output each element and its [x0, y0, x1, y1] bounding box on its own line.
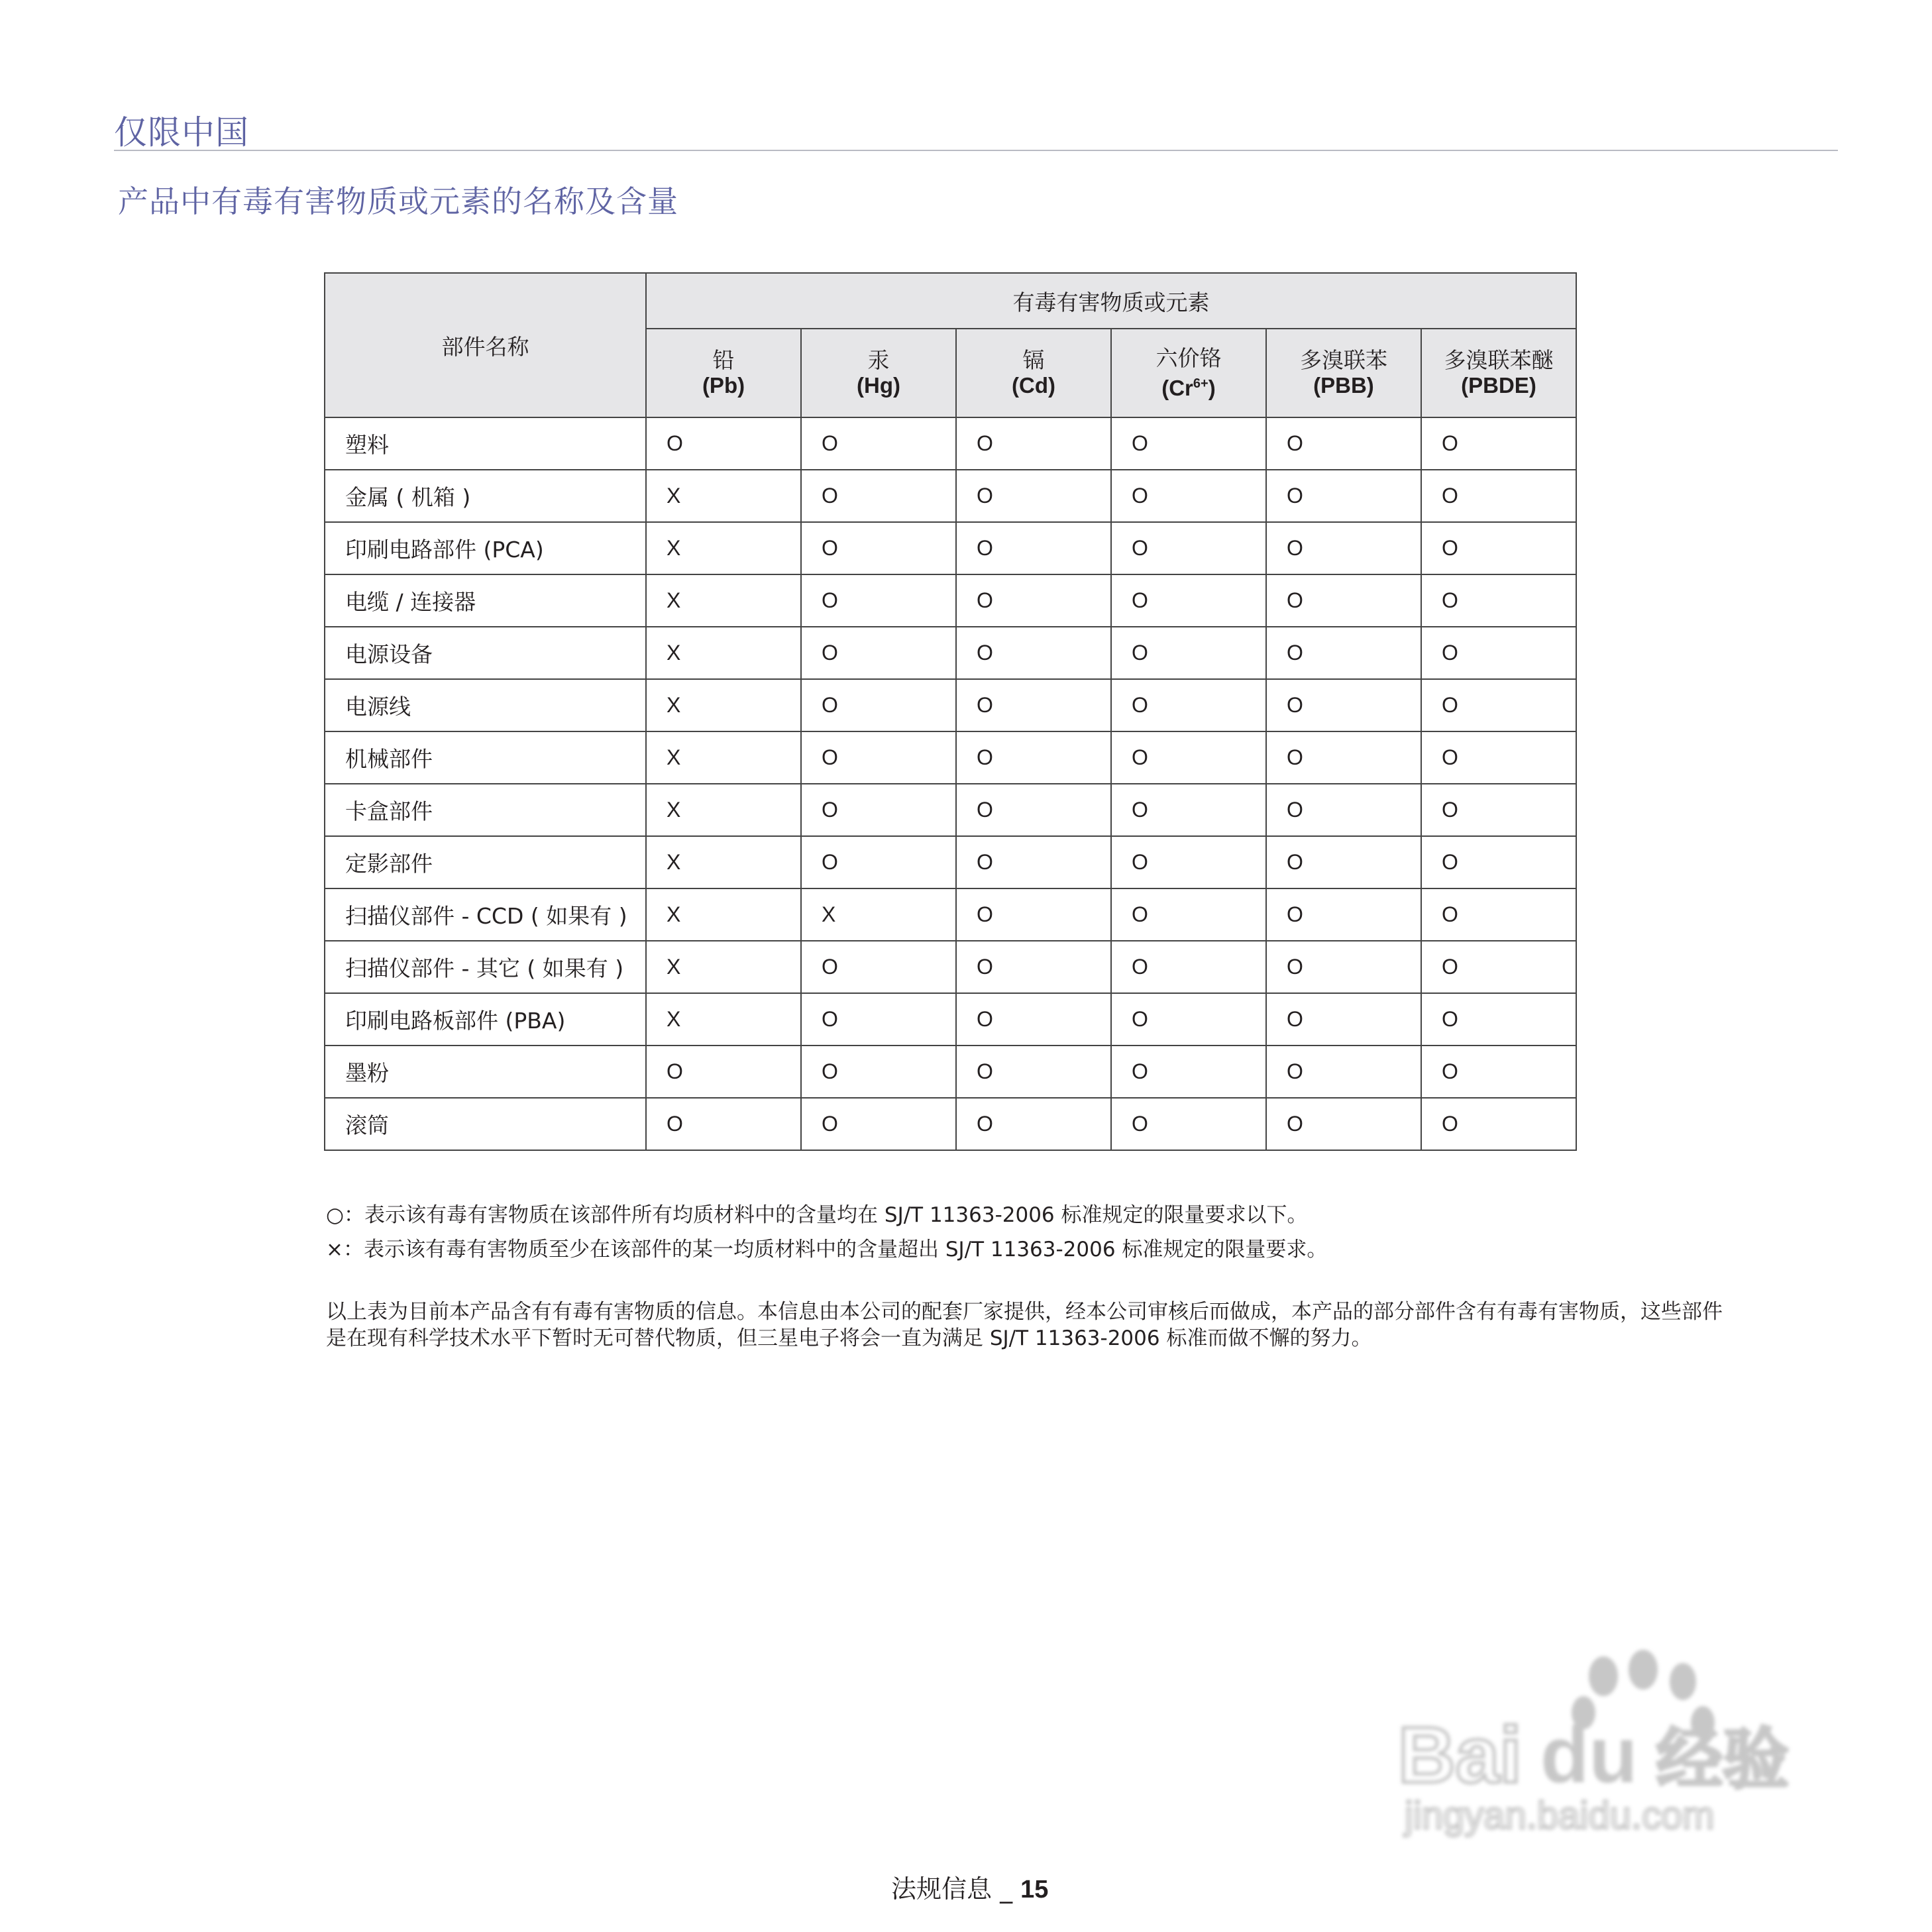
part-name-cell: 电缆 / 连接器 [325, 574, 646, 627]
substance-mark-cell: O [1111, 993, 1266, 1046]
column-name: 多溴联苯 [1299, 347, 1387, 373]
legend-note-x: ×：表示该有毒有害物质至少在该部件的某一均质材料中的含量超出 SJ/T 11363-2006 标准规定的限量要求。 [326, 1238, 1328, 1261]
part-name-header: 部件名称 [325, 273, 646, 417]
part-name-cell: 印刷电路板部件 (PBA) [325, 993, 646, 1046]
substance-mark-cell: O [1266, 1046, 1421, 1098]
substance-mark-cell: O [1111, 470, 1266, 522]
substance-mark-cell: O [1421, 993, 1576, 1046]
column-name: 铅 [712, 347, 735, 373]
column-symbol: (Cd) [1012, 373, 1055, 398]
substance-mark-cell: O [1421, 731, 1576, 784]
hazardous-substances-table [324, 272, 1577, 1151]
substance-mark-cell: X [646, 888, 801, 941]
substance-mark-cell: O [1111, 941, 1266, 993]
substance-mark-cell: O [801, 522, 956, 574]
substance-mark-cell: O [956, 574, 1111, 627]
substance-mark-cell: O [1266, 993, 1421, 1046]
substance-mark-cell: O [801, 470, 956, 522]
substance-mark-cell: X [646, 941, 801, 993]
column-name: 多溴联苯醚 [1444, 347, 1554, 373]
substance-mark-cell: O [801, 836, 956, 888]
substance-mark-cell: O [956, 941, 1111, 993]
substance-mark-cell: O [1111, 522, 1266, 574]
part-name-cell: 塑料 [325, 417, 646, 470]
substance-mark-cell: O [801, 784, 956, 836]
disclaimer-paragraph: 以上表为目前本产品含有有毒有害物质的信息。本信息由本公司的配套厂家提供，经本公司审核后而做成，本产品的部分部件含有有毒有害物质，这些部件是在现有科学技术水平下暂时无可替代物质，但三星电子将会一直为满足 SJ/T 11363-2006 标准而做不懈的努力。 [326, 1300, 1723, 1350]
substance-mark-cell: O [1266, 417, 1421, 470]
substance-mark-cell: X [801, 888, 956, 941]
part-name-cell: 墨粉 [325, 1046, 646, 1098]
column-header-hg [801, 329, 956, 417]
substance-mark-cell: O [801, 574, 956, 627]
substance-mark-cell: O [1111, 1046, 1266, 1098]
substance-mark-cell: O [1111, 836, 1266, 888]
substance-mark-cell: X [646, 574, 801, 627]
substance-mark-cell: O [1111, 888, 1266, 941]
part-name-cell: 定影部件 [325, 836, 646, 888]
table-row [325, 836, 1576, 888]
substance-mark-cell: O [1421, 627, 1576, 679]
substance-mark-cell: O [1266, 1098, 1421, 1150]
column-symbol: (Pb) [702, 373, 745, 398]
column-symbol: (Hg) [857, 373, 900, 398]
substance-mark-cell: O [956, 522, 1111, 574]
substance-mark-cell: O [646, 1046, 801, 1098]
page-number: 15 [1020, 1876, 1049, 1904]
svg-text:jingyan.baidu.com: jingyan.baidu.com [1405, 1794, 1715, 1837]
substance-mark-cell: O [1421, 1098, 1576, 1150]
substance-mark-cell: O [1266, 470, 1421, 522]
part-name-cell: 金属 ( 机箱 ) [325, 470, 646, 522]
column-header-pbb [1266, 329, 1421, 417]
substance-mark-cell: O [1421, 417, 1576, 470]
part-name-cell: 电源线 [325, 679, 646, 731]
table-row [325, 993, 1576, 1046]
substance-mark-cell: X [646, 627, 801, 679]
substance-mark-cell: O [1421, 784, 1576, 836]
part-name-cell: 滚筒 [325, 1098, 646, 1150]
table-row [325, 627, 1576, 679]
substance-mark-cell: O [956, 731, 1111, 784]
substance-mark-cell: O [956, 417, 1111, 470]
substance-mark-cell: O [1266, 679, 1421, 731]
substance-mark-cell: O [801, 417, 956, 470]
substance-mark-cell: O [801, 993, 956, 1046]
part-name-cell: 机械部件 [325, 731, 646, 784]
substance-mark-cell: X [646, 522, 801, 574]
legend-note-o: ○：表示该有毒有害物质在该部件所有均质材料中的含量均在 SJ/T 11363-2006 标准规定的限量要求以下。 [326, 1203, 1308, 1227]
substance-mark-cell: O [956, 470, 1111, 522]
substance-mark-cell: O [801, 1098, 956, 1150]
substance-mark-cell: O [1266, 888, 1421, 941]
column-symbol-prefix: (Cr [1161, 375, 1193, 400]
substance-mark-cell: O [1111, 679, 1266, 731]
column-name: 镉 [1022, 347, 1045, 373]
substance-mark-cell: O [1111, 417, 1266, 470]
table-row [325, 731, 1576, 784]
table-row [325, 417, 1576, 470]
column-header-cr6 [1111, 329, 1266, 417]
table-row [325, 784, 1576, 836]
substance-mark-cell: O [1421, 679, 1576, 731]
svg-text:du: du [1540, 1711, 1638, 1799]
table-row [325, 470, 1576, 522]
substance-mark-cell: O [956, 627, 1111, 679]
substance-mark-cell: X [646, 993, 801, 1046]
svg-text:Bai: Bai [1398, 1711, 1522, 1799]
part-name-cell: 扫描仪部件 - CCD ( 如果有 ) [325, 888, 646, 941]
substance-mark-cell: O [1266, 784, 1421, 836]
section-title: 仅限中国 [114, 113, 249, 152]
column-symbol: (PBB) [1313, 373, 1374, 398]
substance-mark-cell: O [1266, 627, 1421, 679]
table-row [325, 1098, 1576, 1150]
table-subtitle: 产品中有毒有害物质或元素的名称及含量 [118, 184, 678, 219]
substance-mark-cell: O [1266, 836, 1421, 888]
substance-mark-cell: O [956, 993, 1111, 1046]
column-symbol: (PBDE) [1461, 373, 1536, 398]
table-row [325, 1046, 1576, 1098]
substance-group-header: 有毒有害物质或元素 [646, 273, 1576, 329]
substance-mark-cell: O [1421, 1046, 1576, 1098]
column-name: 六价铬 [1155, 345, 1222, 371]
footer-label: 法规信息 _ [891, 1874, 1021, 1904]
page-footer [891, 1868, 1048, 1905]
substance-mark-cell: O [1266, 574, 1421, 627]
substance-mark-cell: O [956, 1046, 1111, 1098]
svg-text:经验: 经验 [1656, 1721, 1789, 1798]
substance-mark-cell: O [1421, 941, 1576, 993]
substance-mark-cell: O [1111, 574, 1266, 627]
substance-mark-cell: O [801, 679, 956, 731]
section-divider [114, 150, 1838, 151]
substance-mark-cell: O [801, 941, 956, 993]
part-name-cell: 扫描仪部件 - 其它 ( 如果有 ) [325, 941, 646, 993]
part-name-cell: 印刷电路部件 (PCA) [325, 522, 646, 574]
column-symbol [1112, 371, 1265, 401]
column-name: 汞 [867, 347, 890, 373]
column-symbol-suffix: ) [1208, 375, 1216, 400]
substance-mark-cell: O [1111, 1098, 1266, 1150]
table-row [325, 522, 1576, 574]
part-name-cell: 卡盒部件 [325, 784, 646, 836]
substance-mark-cell: X [646, 679, 801, 731]
column-header-pbde [1421, 329, 1576, 417]
column-header-cd [956, 329, 1111, 417]
substance-mark-cell: O [1421, 522, 1576, 574]
substance-mark-cell: O [1421, 836, 1576, 888]
substance-mark-cell: O [956, 784, 1111, 836]
substance-mark-cell: O [801, 731, 956, 784]
part-name-cell: 电源设备 [325, 627, 646, 679]
substance-mark-cell: X [646, 784, 801, 836]
substance-mark-cell: O [956, 888, 1111, 941]
substance-mark-cell: O [1421, 470, 1576, 522]
substance-mark-cell: X [646, 836, 801, 888]
substance-mark-cell: O [801, 1046, 956, 1098]
column-symbol-superscript: 6+ [1193, 376, 1208, 391]
substance-mark-cell: O [1421, 574, 1576, 627]
substance-mark-cell: O [1266, 941, 1421, 993]
column-header-pb [646, 329, 801, 417]
substance-mark-cell: O [956, 1098, 1111, 1150]
substance-mark-cell: O [1111, 627, 1266, 679]
substance-mark-cell: X [646, 470, 801, 522]
table-row [325, 941, 1576, 993]
substance-mark-cell: O [646, 417, 801, 470]
substance-mark-cell: O [1266, 522, 1421, 574]
substance-mark-cell: O [646, 1098, 801, 1150]
substance-mark-cell: O [956, 836, 1111, 888]
substance-mark-cell: O [1421, 888, 1576, 941]
substance-mark-cell: O [801, 627, 956, 679]
table-row [325, 574, 1576, 627]
substance-mark-cell: X [646, 731, 801, 784]
table-row [325, 679, 1576, 731]
substance-mark-cell: O [1111, 784, 1266, 836]
table-row [325, 888, 1576, 941]
substance-mark-cell: O [1266, 731, 1421, 784]
substance-mark-cell: O [956, 679, 1111, 731]
table-body [325, 417, 1576, 1150]
substance-mark-cell: O [1111, 731, 1266, 784]
baidu-jingyan-watermark [1385, 1650, 1849, 1842]
